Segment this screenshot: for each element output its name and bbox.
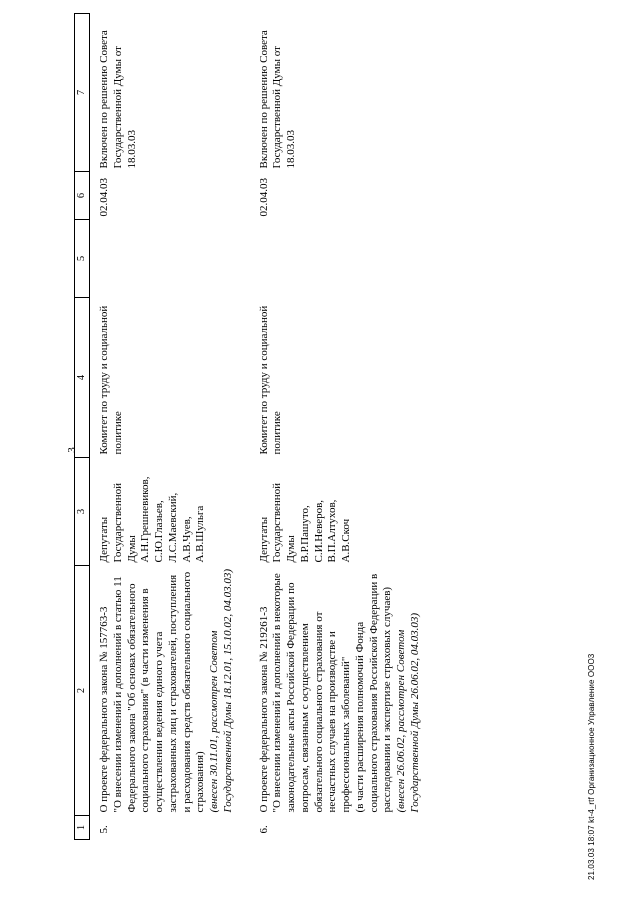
bill-authors: Депутаты Государственной Думы А.Н.Грешневиков, С.Ю.Глазьев, Л.С.Маевский, А.В.Чуев, А.В.Шульга <box>98 476 207 563</box>
page-number: 3 <box>66 447 78 453</box>
header-cell-2: 2 <box>75 566 90 816</box>
header-cell-7: 7 <box>75 14 90 172</box>
row-number: 5. <box>98 825 110 834</box>
bill-committee: Комитет по труду и социальной политике <box>257 305 284 455</box>
agenda-table <box>74 13 423 840</box>
header-cell-4: 4 <box>75 298 90 458</box>
bill-date: 02.04.03 <box>257 178 270 217</box>
header-cell-5: 5 <box>75 220 90 298</box>
bill-description <box>90 566 236 816</box>
bill-description <box>236 566 423 816</box>
bill-authors: Депутаты Государственной Думы В.Р.Пашуто, С.И.Неверов, В.П.Алтухов, А.В.Скоч <box>257 482 352 563</box>
footer-print-info: 21.03.03 18:07 kt-4_rtf Организационное Управление ООО3 <box>587 653 596 880</box>
table-row <box>90 14 236 840</box>
bill-decision: Включен по решению Совета Государственной Думы от 18.03.03 <box>98 30 138 169</box>
bill-note: (внесен 26.06.02, рассмотрен Советом Государственной Думы 26.06.02, 04.03.03) <box>395 612 421 813</box>
header-cell-3: 3 <box>75 458 90 566</box>
row-number: 6. <box>257 825 270 834</box>
header-row <box>75 14 90 840</box>
bill-date: 02.04.03 <box>98 178 110 217</box>
header-cell-1: 1 <box>75 816 90 840</box>
header-cell-6: 6 <box>75 172 90 220</box>
bill-title: О проекте федерального закона № 219261-3 "О внесении изменений и дополнений в некоторые законодательные акты Российской Федерации по вопросам, связанным с осуществлением обязательного социального страхования от несчастных случаев на производстве и профессиональных заболеваний" (в части расширения полномочий Фонда социального страхования Российской Федерации в расследовании и экспертизе страховых случаев) <box>257 573 394 813</box>
bill-title: О проекте федерального закона № 157763-3 "О внесении изменений и дополнений в статью 11 Федерального закона "Об основах обязательного социального страхования" (в части изменения в осуществлении ведения единого учета застрахованных лиц и страхователей, поступления и расходования средств обязательного социального страхования) <box>98 571 207 813</box>
column-5-cell <box>236 220 423 298</box>
table-row <box>236 14 423 840</box>
rotated-document-page <box>40 20 600 880</box>
bill-note: (внесен 30.11.01, рассмотрен Советом Государственной Думы 18.12.01, 15.10.02, 04.03.03) <box>208 568 234 813</box>
bill-decision: Включен по решению Совета Государственной Думы от 18.03.03 <box>257 30 297 169</box>
bill-committee: Комитет по труду и социальной политике <box>98 305 124 455</box>
column-5-cell <box>90 220 236 298</box>
